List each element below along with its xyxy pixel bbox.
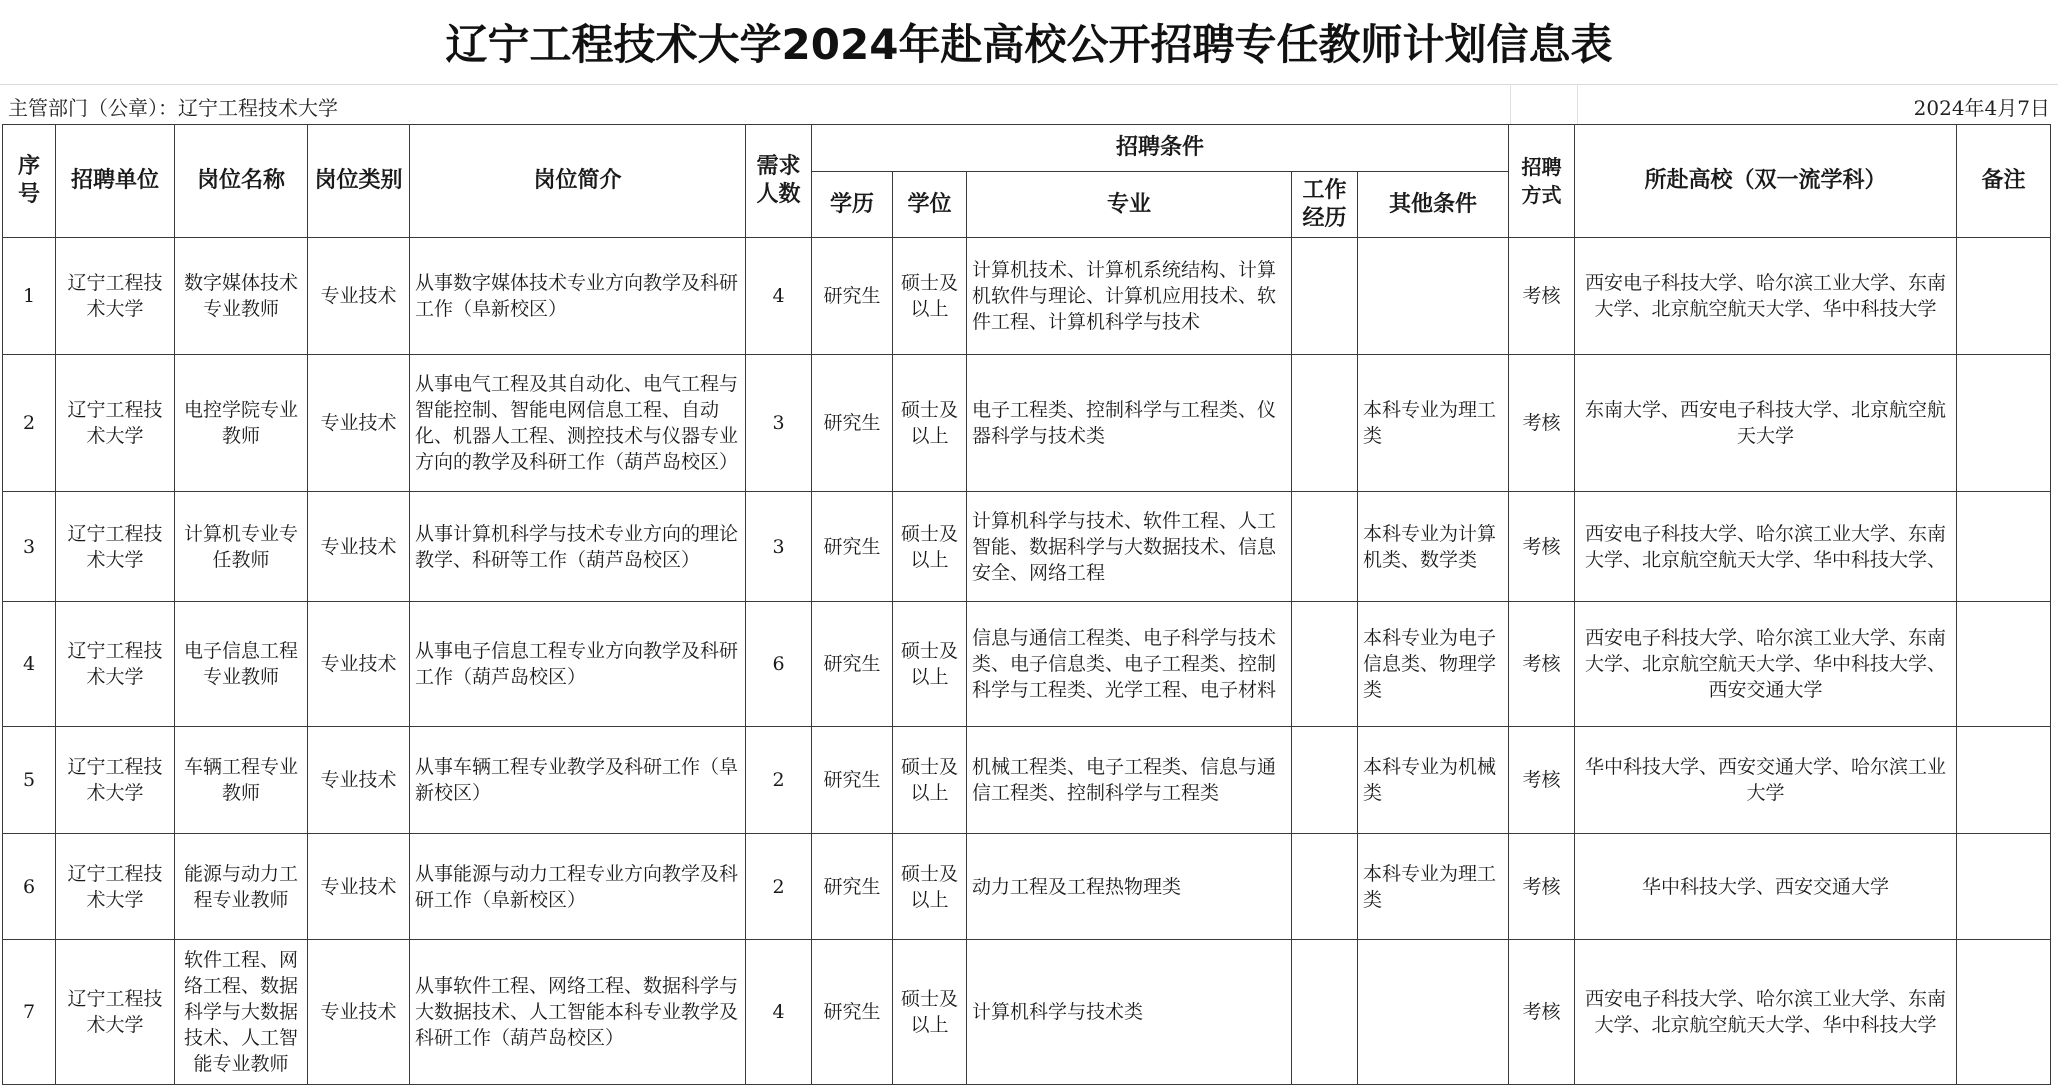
cell-university: 东南大学、西安电子科技大学、北京航空航天大学 [1575,355,1957,492]
cell-method: 考核 [1509,492,1575,602]
cell-category: 专业技术 [308,492,410,602]
table-row [3,834,2051,940]
cell-category: 专业技术 [308,834,410,940]
cell-method: 考核 [1509,602,1575,727]
cell-remark [1957,940,2051,1085]
cell-major: 计算机科学与技术类 [967,940,1292,1085]
cell-remark [1957,355,2051,492]
header-count: 需求人数 [746,125,812,238]
cell-remark [1957,492,2051,602]
grid-line [1510,84,1511,124]
cell-major: 机械工程类、电子工程类、信息与通信工程类、控制科学与工程类 [967,727,1292,834]
cell-position: 能源与动力工程专业教师 [175,834,308,940]
cell-method: 考核 [1509,355,1575,492]
cell-major: 计算机技术、计算机系统结构、计算机软件与理论、计算机应用技术、软件工程、计算机科学与技术 [967,238,1292,355]
cell-intro: 从事能源与动力工程专业方向教学及科研工作（阜新校区） [410,834,746,940]
cell-major: 电子工程类、控制科学与工程类、仪器科学与技术类 [967,355,1292,492]
cell-major: 动力工程及工程热物理类 [967,834,1292,940]
cell-experience [1292,238,1358,355]
header-seq: 序号 [3,125,56,238]
header-row [3,125,2051,172]
cell-other [1358,940,1509,1085]
cell-other: 本科专业为电子信息类、物理学类 [1358,602,1509,727]
cell-experience [1292,940,1358,1085]
cell-position: 软件工程、网络工程、数据科学与大数据技术、人工智能专业教师 [175,940,308,1085]
cell-intro: 从事电气工程及其自动化、电气工程与智能控制、智能电网信息工程、自动化、机器人工程、测控技术与仪器专业方向的教学及科研工作（葫芦岛校区） [410,355,746,492]
cell-university: 西安电子科技大学、哈尔滨工业大学、东南大学、北京航空航天大学、华中科技大学 [1575,238,1957,355]
cell-seq: 7 [3,940,56,1085]
cell-seq: 2 [3,355,56,492]
table-body [3,238,2051,1085]
header-category: 岗位类别 [308,125,410,238]
cell-experience [1292,602,1358,727]
date-label: 2024年4月7日 [1913,96,2050,120]
cell-category: 专业技术 [308,238,410,355]
cell-intro: 从事数字媒体技术专业方向教学及科研工作（阜新校区） [410,238,746,355]
cell-education: 研究生 [812,492,893,602]
cell-intro: 从事计算机科学与技术专业方向的理论教学、科研等工作（葫芦岛校区） [410,492,746,602]
cell-other: 本科专业为计算机类、数学类 [1358,492,1509,602]
cell-degree: 硕士及以上 [893,238,967,355]
cell-education: 研究生 [812,355,893,492]
cell-position: 电控学院专业教师 [175,355,308,492]
cell-seq: 6 [3,834,56,940]
cell-degree: 硕士及以上 [893,492,967,602]
cell-university: 西安电子科技大学、哈尔滨工业大学、东南大学、北京航空航天大学、华中科技大学 [1575,940,1957,1085]
table-row [3,602,2051,727]
cell-count: 4 [746,940,812,1085]
cell-university: 西安电子科技大学、哈尔滨工业大学、东南大学、北京航空航天大学、华中科技大学、西安交通大学 [1575,602,1957,727]
cell-unit: 辽宁工程技术大学 [56,492,175,602]
cell-education: 研究生 [812,727,893,834]
cell-unit: 辽宁工程技术大学 [56,602,175,727]
cell-seq: 1 [3,238,56,355]
cell-unit: 辽宁工程技术大学 [56,727,175,834]
cell-degree: 硕士及以上 [893,940,967,1085]
cell-count: 3 [746,355,812,492]
cell-experience [1292,834,1358,940]
header-remark: 备注 [1957,125,2051,238]
cell-position: 计算机专业专任教师 [175,492,308,602]
cell-remark [1957,834,2051,940]
header-method: 招聘方式 [1509,125,1575,238]
header-education: 学历 [812,172,893,238]
header-conditions: 招聘条件 [812,125,1509,172]
table-row [3,727,2051,834]
cell-count: 2 [746,727,812,834]
cell-experience [1292,727,1358,834]
cell-category: 专业技术 [308,727,410,834]
cell-intro: 从事车辆工程专业教学及科研工作（阜新校区） [410,727,746,834]
cell-degree: 硕士及以上 [893,355,967,492]
grid-line [1577,84,1578,124]
cell-remark [1957,727,2051,834]
cell-count: 6 [746,602,812,727]
cell-seq: 4 [3,602,56,727]
cell-unit: 辽宁工程技术大学 [56,940,175,1085]
department-label: 主管部门（公章）：辽宁工程技术大学 [8,96,338,120]
cell-intro: 从事软件工程、网络工程、数据科学与大数据技术、人工智能本科专业教学及科研工作（葫芦岛校区） [410,940,746,1085]
cell-experience [1292,492,1358,602]
cell-other [1358,238,1509,355]
table-row [3,355,2051,492]
cell-method: 考核 [1509,727,1575,834]
cell-education: 研究生 [812,238,893,355]
table-row [3,940,2051,1085]
header-university: 所赴高校（双一流学科） [1575,125,1957,238]
header-unit: 招聘单位 [56,125,175,238]
cell-university: 西安电子科技大学、哈尔滨工业大学、东南大学、北京航空航天大学、华中科技大学、 [1575,492,1957,602]
table-row [3,492,2051,602]
cell-unit: 辽宁工程技术大学 [56,238,175,355]
cell-other: 本科专业为机械类 [1358,727,1509,834]
header-experience: 工作经历 [1292,172,1358,238]
cell-intro: 从事电子信息工程专业方向教学及科研工作（葫芦岛校区） [410,602,746,727]
cell-education: 研究生 [812,834,893,940]
cell-count: 3 [746,492,812,602]
cell-position: 电子信息工程专业教师 [175,602,308,727]
cell-education: 研究生 [812,602,893,727]
cell-unit: 辽宁工程技术大学 [56,355,175,492]
cell-seq: 3 [3,492,56,602]
recruitment-table [2,124,2051,1085]
cell-university: 华中科技大学、西安交通大学 [1575,834,1957,940]
cell-method: 考核 [1509,940,1575,1085]
header-intro: 岗位简介 [410,125,746,238]
cell-degree: 硕士及以上 [893,834,967,940]
cell-count: 4 [746,238,812,355]
cell-major: 计算机科学与技术、软件工程、人工智能、数据科学与大数据技术、信息安全、网络工程 [967,492,1292,602]
cell-degree: 硕士及以上 [893,727,967,834]
cell-position: 数字媒体技术专业教师 [175,238,308,355]
table-header [3,125,2051,238]
header-other: 其他条件 [1358,172,1509,238]
cell-method: 考核 [1509,238,1575,355]
cell-degree: 硕士及以上 [893,602,967,727]
header-major: 专业 [967,172,1292,238]
cell-category: 专业技术 [308,355,410,492]
cell-unit: 辽宁工程技术大学 [56,834,175,940]
cell-remark [1957,238,2051,355]
cell-category: 专业技术 [308,940,410,1085]
header-position: 岗位名称 [175,125,308,238]
info-row [0,84,2058,124]
page-title: 辽宁工程技术大学2024年赴高校公开招聘专任教师计划信息表 [0,0,2058,85]
cell-experience [1292,355,1358,492]
table-row [3,238,2051,355]
cell-count: 2 [746,834,812,940]
cell-other: 本科专业为理工类 [1358,834,1509,940]
cell-seq: 5 [3,727,56,834]
cell-method: 考核 [1509,834,1575,940]
cell-other: 本科专业为理工类 [1358,355,1509,492]
cell-university: 华中科技大学、西安交通大学、哈尔滨工业大学 [1575,727,1957,834]
cell-major: 信息与通信工程类、电子科学与技术类、电子信息类、电子工程类、控制科学与工程类、光学工程、电子材料 [967,602,1292,727]
cell-remark [1957,602,2051,727]
header-degree: 学位 [893,172,967,238]
cell-education: 研究生 [812,940,893,1085]
cell-category: 专业技术 [308,602,410,727]
cell-position: 车辆工程专业教师 [175,727,308,834]
